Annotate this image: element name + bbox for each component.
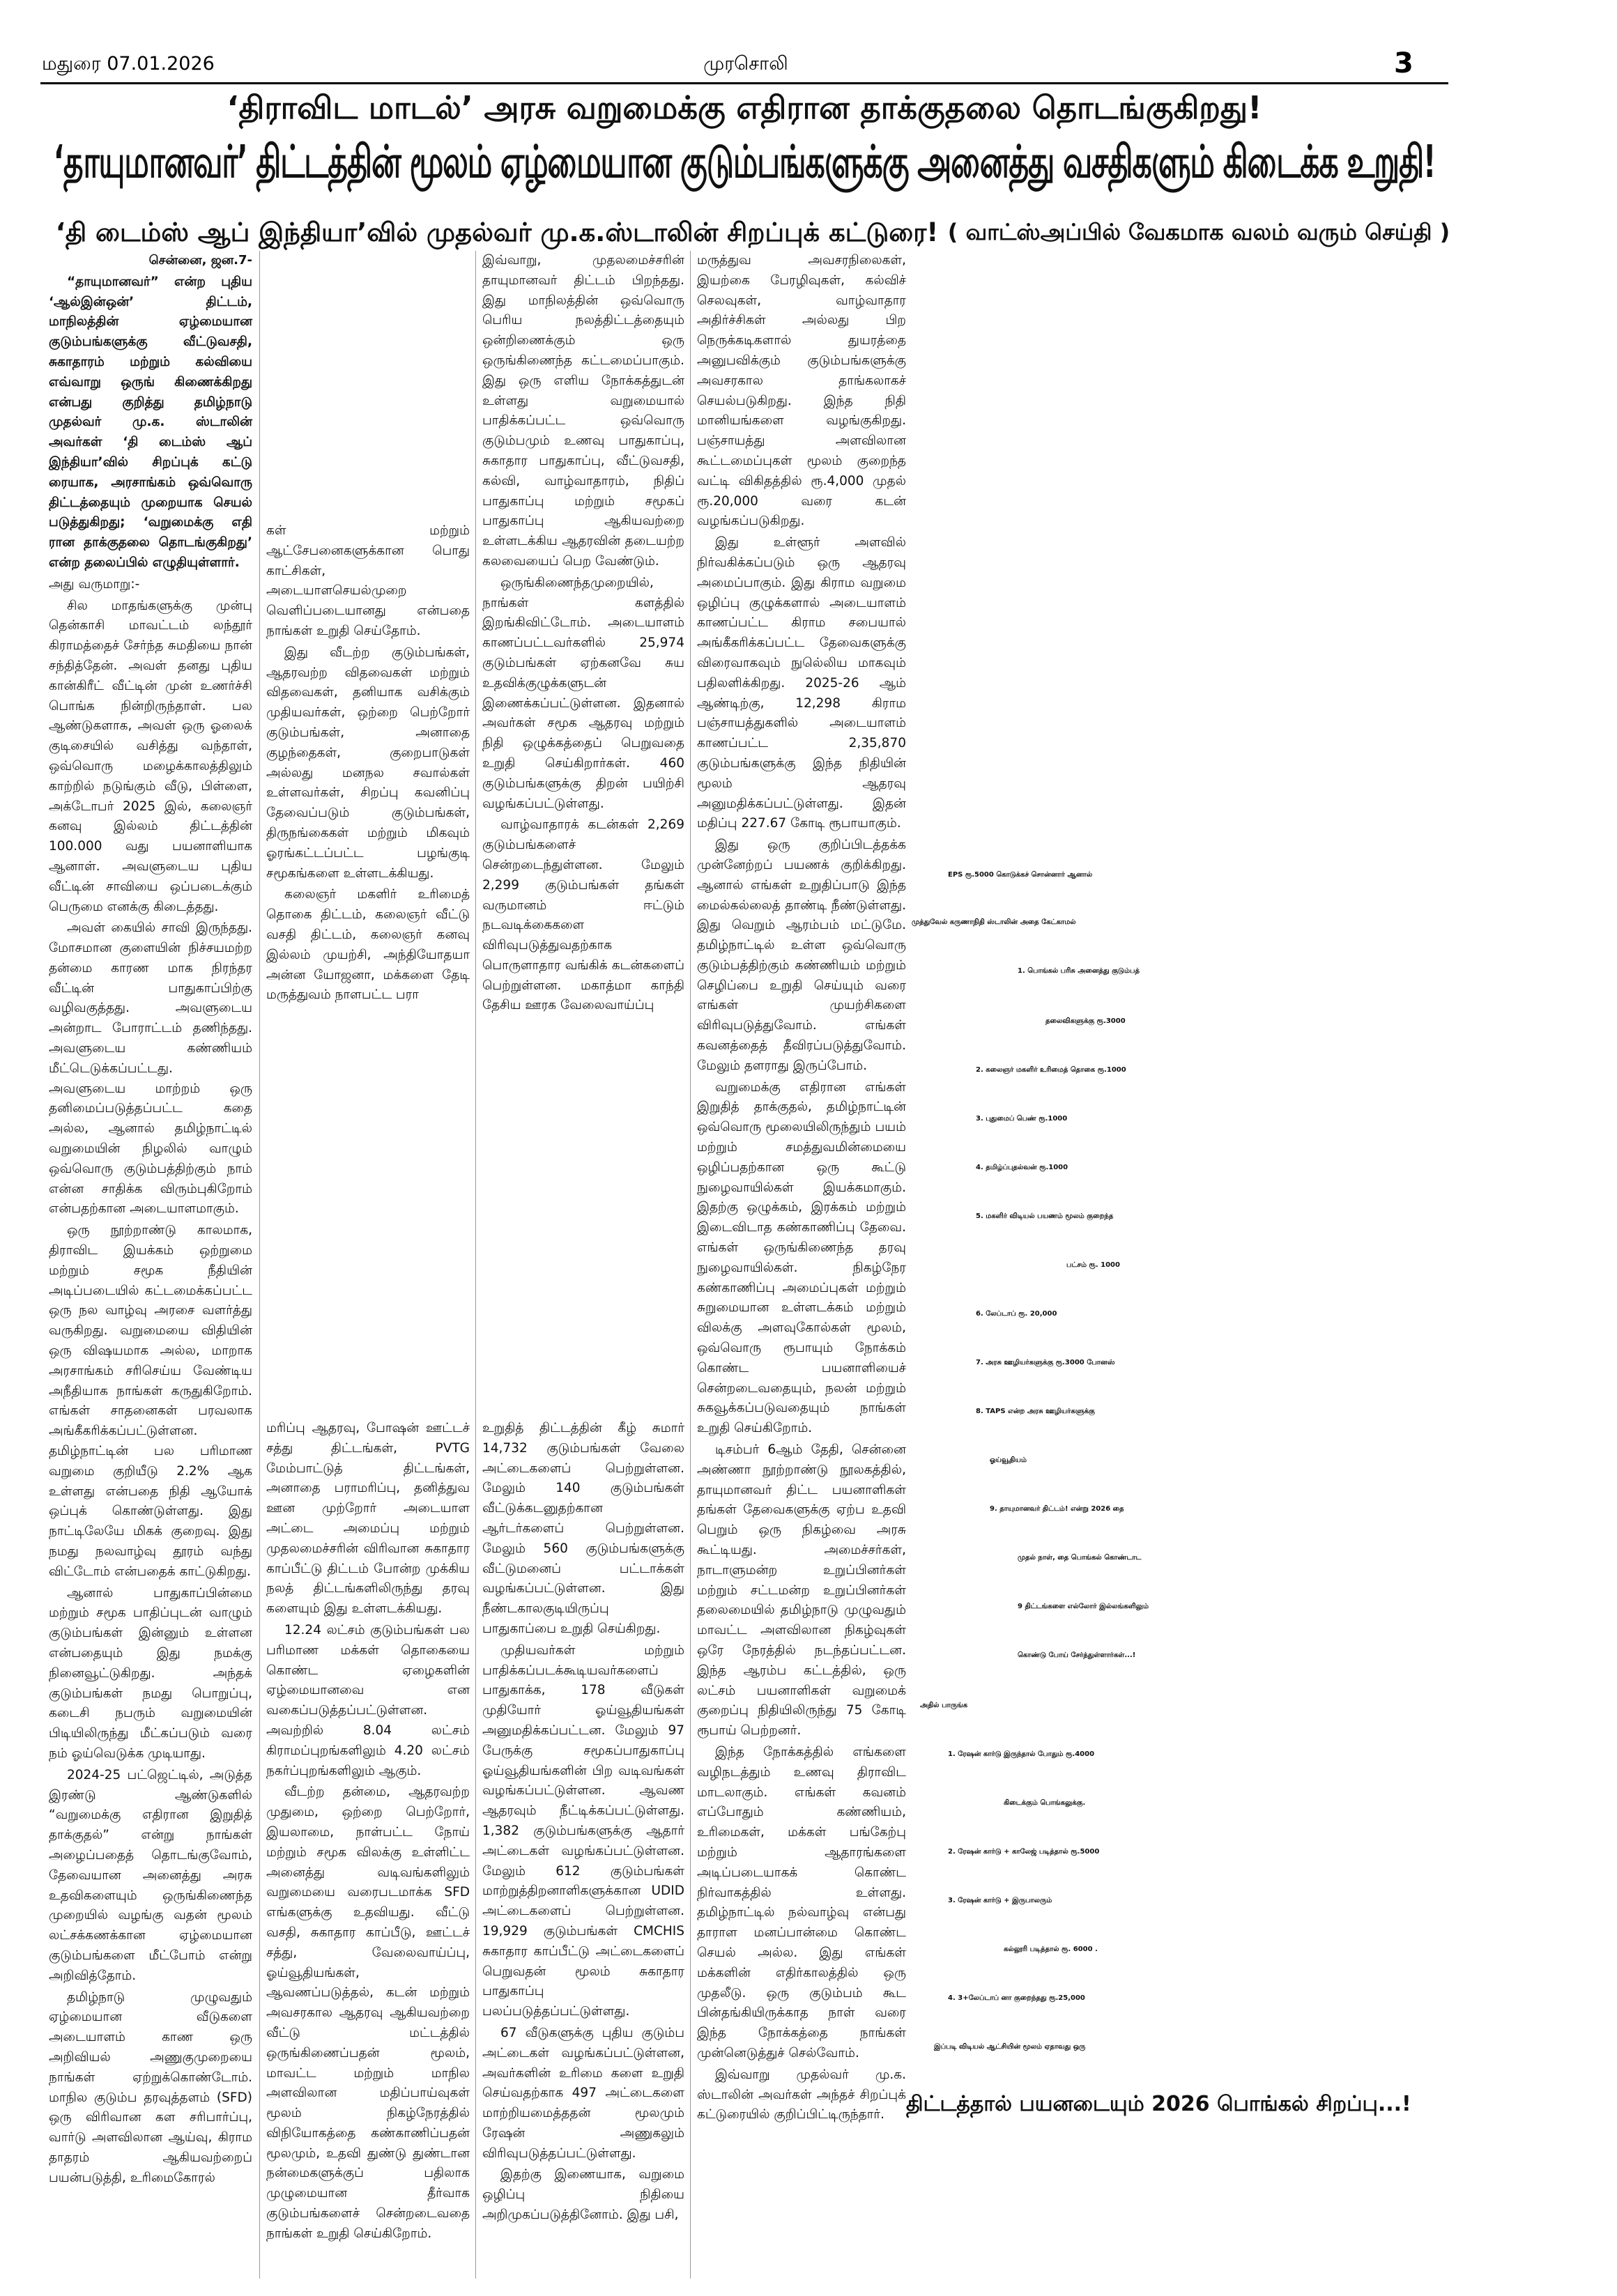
promise-item: 9 திட்டங்களை எல்லோர் இல்லங்களிலும் — [1018, 1603, 1149, 1610]
promise-item: தலைவிகளுக்கு ரூ.3000 — [1045, 1017, 1126, 1025]
column-divider — [259, 251, 260, 2279]
article-lead: “தாயுமானவர்” என்ற புதிய ‘ஆல்இன்ஒன்’ திட்டம், மாநிலத்தின் ஏழ்மையான குடும்பங்களுக்கு வீட்டுவசதி, சுகாதாரம் மற்றும் கல்வியை எவ்வாறு ஒருங் கிணைக்கிறது என்பது குறித்து தமிழ்நாடு முதல்வர் மு.க. ஸ்டாலின் அவர்கள் ‘தி டைம்ஸ் ஆப் இந்தியா’வில் சிறப்புக் கட்டு ரையாக, அரசாங்கம் ஒவ்வொரு திட்டத்தையும் முறையாக செயல் படுத்துகிறது; ‘வறுமைக்கு எதி ரான தாக்குதலை தொடங்குகிறது’ என்ற தலைப்பில் எழுதியுள்ளார். — [49, 274, 252, 570]
pongal-item: 3. ரேஷன் கார்டு + இருபாலரும் — [948, 1897, 1052, 1904]
article-column-2-bottom — [266, 1419, 470, 2283]
article-paragraph: இவ்வாறு, முதலமைச்சரின் தாயுமானவர் திட்டம் பிறந்தது. இது மாநிலத்தின் ஒவ்வொரு பெரிய நலத்திட்டத்தையும் ஒன்றிணைக்கும் ஒரு ஒருங்கிணைந்த கட்டமைப்பாகும். இது ஒரு எளிய நோக்கத்துடன் உள்ளது வறுமையால் பாதிக்கப்பட்ட ஒவ்வொரு குடும்பமும் உணவு பாதுகாப்பு, சுகாதார பாதுகாப்பு, வீட்டுவசதி, கல்வி, வாழ்வாதாரம், நிதிப் பாதுகாப்பு மற்றும் சமூகப் பாதுகாப்பு ஆகியவற்றை உள்ளடக்கிய ஆதரவின் தடையற்ற கலவையைப் பெற வேண்டும். — [482, 253, 684, 569]
column-divider — [475, 251, 476, 2279]
article-paragraph: அவள் கையில் சாவி இருந்தது. மோசமான குளையின் நிச்சயமற்ற தன்மை காரண மாக நிரந்தர வீட்டின் பாதுகாப்பிற்கு வழிவகுத்தது. அவளுடைய அன்றாட போராட்டம் தணிந்தது. அவளுடைய கண்ணியம் மீட்டெடுக்கப்பட்டது. அவளுடைய மாற்றம் ஒரு தனிமைப்படுத்தப்பட்ட கதை அல்ல, ஆனால் தமிழ்நாட்டில் வறுமையின் நிழலில் வாழும் ஒவ்வொரு குடும்பத்திற்கும் நாம் என்ன சாதிக்க விரும்புகிறோம் என்பதற்கான அடையாளமாகும். — [49, 920, 252, 1217]
article-paragraph: மரிப்பு ஆதரவு, போஷன் ஊட்டச் சத்து திட்டங்கள், PVTG மேம்பாட்டுத் திட்டங்கள், அனாதை பராமரிப்பு, தனித்துவ ஊன முற்றோர் அடையாள அட்டை அமைப்பு மற்றும் முதலமைச்சரின் விரிவான சுகாதார காப்பீட்டு திட்டம் போன்ற முக்கிய நலத் திட்டங்களிலிருந்து தரவு களையும் இது உள்ளடக்கியது. — [266, 1421, 470, 1617]
article-paragraph: இந்த நோக்கத்தில் எங்களை வழிநடத்தும் உணவு திராவிட மாடலாகும். எங்கள் கவனம் எப்போதும் கண்ணியம், உரிமைகள், மக்கள் பங்கேற்பு மற்றும் ஆதாரங்களை அடிப்படையாகக் கொண்ட நிர்வாகத்தில் உள்ளது. தமிழ்நாட்டில் நல்வாழ்வு என்பது தாராள மனப்பான்மை கொண்ட செயல் அல்ல. இது எங்கள் மக்களின் எதிர்காலத்தில் ஒரு முதலீடு. ஒரு குடும்பம் கூட பின்தங்கியிருக்காத நாள் வரை இந்த நோக்கத்தை நாங்கள் முன்னெடுத்துச் செல்வோம். — [697, 1744, 906, 2060]
masthead-paper-name: முரசொலி — [703, 53, 788, 75]
masthead-rule — [40, 82, 1448, 84]
pongal-item: கல்லூரி படித்தால் ரூ. 6000 . — [1004, 1946, 1098, 1953]
article-paragraph: வீடற்ற தன்மை, ஆதரவற்ற முதுமை, ஒற்றை பெற்றோர், இயலாமை, நாள்பட்ட நோய் மற்றும் சமூக விலக்கு உள்ளிட்ட அனைத்து வடிவங்களிலும் வறுமையை வரைபடமாக்க SFD எங்களுக்கு உதவியது. வீட்டு வசதி, சுகாதார காப்பீடு, ஊட்டச் சத்து, வேலைவாய்ப்பு, ஓய்வூதியங்கள், ஆவணப்படுத்தல், கடன் மற்றும் அவசரகால ஆதரவு ஆகியவற்றை வீட்டு மட்டத்தில் ஒருங்கிணைப்பதன் மூலம், மாவட்ட மற்றும் மாநில அளவிலான மதிப்பாய்வுகள் மூலம் நிகழ்நேரத்தில் விநியோகத்தை கண்காணிப்பதன் மூலமும், உதவி துண்டு துண்டான நன்மைகளுக்குப் பதிலாக முழுமையான தீர்வாக குடும்பங்களைச் சென்றடைவதை நாங்கள் உறுதி செய்கிறோம். — [266, 1785, 470, 2241]
article-paragraph: அது வருமாறு:- — [49, 576, 140, 592]
promise-item: 7. அரசு ஊழியர்களுக்கு ரூ.3000 போனஸ் — [976, 1359, 1115, 1366]
article-column-1 — [49, 251, 252, 2286]
promise-item: கொண்டு போய் சேர்த்துள்ளார்கள்...! — [1018, 1651, 1136, 1659]
promise-item: பட்சம் ரூ. 1000 — [1066, 1261, 1120, 1269]
promises-intro: EPS ரூ.5000 கொடுக்கச் சொன்னார் ஆனால் — [948, 871, 1093, 879]
column-divider — [690, 251, 691, 2279]
promise-item: 9. தாயுமானவர் திட்டம்! என்று 2026 தை — [990, 1505, 1124, 1513]
article-paragraph: 12.24 லட்சம் குடும்பங்கள் பல பரிமாண மக்கள் தொகையை கொண்ட ஏழைகளின் ஏழ்மையானவை என வகைப்படுத்தப்பட்டுள்ளன. அவற்றில் 8.04 லட்சம் கிராமப்புறங்களிலும் 4.20 லட்சம் நகர்ப்புறங்களிலும் ஆகும். — [266, 1622, 470, 1778]
article-paragraph: 67 வீடுகளுக்கு புதிய குடும்ப அட்டைகள் வழங்கப்பட்டுள்ளன, அவர்களின் உரிமை களை உறுதி செய்வதற்காக 497 அட்டைகளை மாற்றியமைத்ததன் மூலமும் ரேஷன் அணுகலும் விரிவுபடுத்தப்பட்டுள்ளது. — [482, 2025, 684, 2161]
promise-item: 4. தமிழ்ப்புதல்வன் ரூ.1000 — [976, 1164, 1068, 1171]
pongal-item: 1. ரேஷன் கார்டு இருந்தால் போதும் ரூ.4000 — [948, 1750, 1095, 1758]
article-paragraph: இதற்கு இணையாக, வறுமை ஒழிப்பு நிதியை அறிமுகப்படுத்தினோம். இது பசி, — [482, 2167, 684, 2223]
page-number: 3 — [1394, 47, 1413, 79]
article-column-3-top — [482, 251, 684, 1013]
promise-item: 8. TAPS என்ற அரசு ஊழியர்களுக்கு — [976, 1408, 1095, 1415]
article-paragraph: இவ்வாறு முதல்வர் மு.க. ஸ்டாலின் அவர்கள் அந்தச் சிறப்புக் கட்டுரையில் குறிப்பிட்டிருந்தார். — [697, 2067, 906, 2122]
kicker-headline: ‘திராவிட மாடல்’ அரசு வறுமைக்கு எதிரான தாக்குதலை தொடங்குகிறது! — [227, 89, 1262, 126]
article-paragraph: ஒரு நூற்றாண்டு காலமாக, திராவிட இயக்கம் ஒற்றுமை மற்றும் சமூக நீதியின் அடிப்படையில் கட்டமைக்கப்பட்ட ஒரு நல வாழ்வு அரசை வளர்த்து வருகிறது. வறுமையை விதியின் ஒரு விஷயமாக அல்ல, மாறாக அரசாங்கம் சரிசெய்ய வேண்டிய அநீதியாக நாங்கள் கருதுகிறோம். எங்கள் சாதனைகள் பரவலாக அங்கீகரிக்கப்பட்டுள்ளன. தமிழ்நாட்டின் பல பரிமாண வறுமை குறியீடு 2.2% ஆக உள்ளது என்பதை நிதி ஆயோக் ஒப்புக் கொண்டுள்ளது. இது நாட்டிலேயே மிகக் குறைவு. இது நமது நலவாழ்வு தூரம் வந்து விட்டோம் என்பதைக் காட்டுகிறது. — [49, 1223, 252, 1579]
article-paragraph: வறுமைக்கு எதிரான எங்கள் இறுதித் தாக்குதல், தமிழ்நாட்டின் ஒவ்வொரு மூலையிலிருந்தும் பயம் மற்றும் சமத்துவமின்மையை ஒழிப்பதற்கான ஒரு கூட்டு நுழைவாயில்கள் இயக்கமாகும். இதற்கு ஒழுக்கம், இரக்கம் மற்றும் இடைவிடாத கண்காணிப்பு தேவை. எங்கள் ஒருங்கிணைந்த தரவு நுழைவாயில்கள். நிகழ்நேர கண்காணிப்பு அமைப்புகள் மற்றும் சுறுமையான உள்ளடக்கம் மற்றும் விலக்கு அளவுகோல்கள் மூலம், ஒவ்வொரு ரூபாயும் நோக்கம் கொண்ட பயனாளியைச் சென்றடைவதையும், நலன் மற்றும் சுகவூக்கப்படுவதையும் நாங்கள் உறுதி செய்கிறோம். — [697, 1079, 906, 1436]
main-headline: ‘தாயுமானவர்’ திட்டத்தின் மூலம் ஏழ்மையான குடும்பங்களுக்கு அனைத்து வசதிகளும் கிடைக்க உறுதி! — [53, 137, 1436, 188]
promise-item: முதல் நாள், தை பொங்கல் கொண்டாட — [1018, 1554, 1142, 1562]
article-paragraph: டிசம்பர் 6ஆம் தேதி, சென்னை அண்ணா நூற்றாண்டு நூலகத்தில், தாயுமானவர் திட்ட பயனாளிகள் தங்கள் தேவைகளுக்கு ஏற்ப உதவி பெறும் ஒரு நிகழ்வை அரசு கூட்டியது. அமைச்சர்கள், நாடாளுமன்ற உறுப்பினர்கள் மற்றும் சட்டமன்ற உறுப்பினர்கள் தலைமையில் தமிழ்நாடு முழுவதும் மாவட்ட அளவிலான நிகழ்வுகள் ஒரே நேரத்தில் நடந்தப்பட்டன. இந்த ஆரம்ப கட்டத்தில், ஒரு லட்சம் பயனாளிகள் வறுமைக் குறைப்பு நிதியிலிருந்து 75 கோடி ரூபாய் பெற்றனர். — [697, 1442, 906, 1739]
promise-item: 1. பொங்கல் பரிசு அனைத்து குடும்பத் — [1018, 967, 1140, 975]
promise-item: ஓய்வூதியம் — [990, 1456, 1027, 1464]
article-paragraph: முதியவர்கள் மற்றும் பாதிக்கப்படக்கூடியவர்களைப் பாதுகாக்க, 178 வீடுகள் முதியோர் ஓய்வூதியங்கள் அனுமதிக்கப்பட்டன. மேலும் 97 பேருக்கு சமூகப்பாதுகாப்பு ஓய்வூதியங்களின் பிற வடிவங்கள் வழங்கப்பட்டுள்ளன. ஆவண ஆதரவும் நீட்டிக்கப்பட்டுள்ளது. 1,382 குடும்பங்களுக்கு ஆதார் அட்டைகள் வழங்கப்பட்டுள்ளன. மேலும் 612 குடும்பங்கள் மாற்றுத்திறனாளிகளுக்கான UDID அட்டைகளைப் பெற்றுள்ளன. 19,929 குடும்பங்கள் CMCHIS சுகாதார காப்பீட்டு அட்டைகளைப் பெறுவதன் மூலம் சுகாதார பாதுகாப்பு பலப்படுத்தப்பட்டுள்ளது. — [482, 1642, 684, 2019]
article-paragraph: வாழ்வாதாரக் கடன்கள் 2,269 குடும்பங்களைச் சென்றடைந்துள்ளன. மேலும் 2,299 குடும்பங்கள் தங்கள் வருமானம் ஈட்டும் நடவடிக்கைகளை விரிவுபடுத்துவதற்காக பொருளாதார வங்கிக் கடன்களைப் பெற்றுள்ளன. மகாத்மா காந்தி தேசிய ஊரக வேலைவாய்ப்பு — [482, 817, 684, 1013]
article-paragraph: ஆனால் பாதுகாப்பின்மை மற்றும் சமூக பாதிப்புடன் வாழும் குடும்பங்கள் இன்னும் உள்ளன என்பதையும் இது நமக்கு நினைவூட்டுகிறது. அந்தக் குடும்பங்கள் நமது பொறுப்பு, கடைசி நபரும் வறுமையின் பிடியிலிருந்து மீட்கப்படும் வரை நம் ஓய்வெடுக்க முடியாது. — [49, 1585, 252, 1761]
promise-item: 6. லேப்டாப் ரூ. 20,000 — [976, 1310, 1057, 1318]
article-paragraph: ஒருங்கிணைந்தமுறையில், நாங்கள் களத்தில் இறங்கிவிட்டோம். அடையாளம் காணப்பட்டவர்களில் 25,974 குடும்பங்கள் ஏற்கனவே சுய உதவிக்குழுக்களுடன் இணைக்கப்பட்டுள்ளன. இதனால் அவர்கள் சமூக ஆதரவு மற்றும் நிதி ஒழுக்கத்தைப் பெறுவதை உறுதி செய்கிறார்கள். 460 குடும்பங்களுக்கு திறன் பயிற்சி வழங்கப்பட்டுள்ளது. — [482, 575, 684, 811]
article-column-4 — [697, 251, 906, 2286]
article-paragraph: கள் மற்றும் ஆட்சேபனைகளுக்கான பொது காட்சிகள், அடையாளசெயல்முறை வெளிப்படையானது என்பதை நாங்கள் உறுதி செய்தோம். — [266, 523, 470, 638]
article-dateline: சென்னை, ஜன.7- — [148, 253, 252, 268]
promises-intro: முத்துவேல் கருணாநிதி ஸ்டாலின் அதை கேட்காமல் — [912, 918, 1076, 926]
promise-item: 3. புதுமைப் பெண் ரூ.1000 — [976, 1115, 1068, 1123]
article-paragraph: தமிழ்நாடு முழுவதும் ஏழ்மையான வீடுகளை அடையாளம் காண ஒரு அறிவியல் அணுகுமுறையை நாங்கள் ஏற்றுக்கொண்டோம். மாநில குடும்ப தரவுத்தளம் (SFD) ஒரு விரிவான கள சரிபார்ப்பு, வார்டு அளவிலான ஆய்வு, கிராம தாதரம் ஆகியவற்றைப் பயன்படுத்தி, உரிமைகோரல் — [49, 1989, 252, 2185]
subheadline: ‘தி டைம்ஸ் ஆப் இந்தியா’வில் முதல்வர் மு.க.ஸ்டாலின் சிறப்புக் கட்டுரை! — [55, 217, 939, 247]
whatsapp-tag: ( வாட்ஸ்அப்பில் வேகமாக வலம் வரும் செய்தி ) — [947, 219, 1450, 245]
pongal-item: 2. ரேஷன் கார்டு + காலேஜ் படித்தால் ரூ.5000 — [948, 1848, 1100, 1856]
promises-outro: திட்டத்தால் பயனடையும் 2026 பொங்கல் சிறப்பு...! — [906, 2092, 1411, 2116]
article-paragraph: சில மாதங்களுக்கு முன்பு தென்காசி மாவட்டம் லந்தூர் கிராமத்தைச் சேர்ந்த சுமதியை நான் சந்தித்தேன். அவள் தனது புதிய கான்கிரீட் வீட்டின் முன் உணர்ச்சி பொங்க நின்றிருந்தாள். பல ஆண்டுகளாக, அவள் ஒரு ஓலைக் குடிசையில் வசித்து வந்தாள், ஒவ்வொரு மழைக்காலத்திலும் காற்றில் நடுங்கும் வீடு, பிள்ளை, அக்டோபர் 2025 இல், கலைஞர் கனவு இல்லம் திட்டத்தின் 100.000 வது பயனாளியாக ஆனாள். அவளுடைய புதிய வீட்டின் சாவியை ஒப்படைக்கும் பெருமை எனக்கு கிடைத்தது. — [49, 598, 252, 914]
article-paragraph: இது உள்ளூர் அளவில் நிர்வகிக்கப்படும் ஒரு ஆதரவு அமைப்பாகும். இது கிராம வறுமை ஒழிப்பு குழுக்களால் அடையாளம் காணப்பட்ட கிராம சபையால் அங்கீகரிக்கப்பட்ட தேவைகளுக்கு விரைவாகவும் நுலெ்லிய மாகவும் பதிலளிக்கிறது. 2025-26 ஆம் ஆண்டிற்கு, 12,298 கிராம பஞ்சாயத்துகளில் அடையாளம் காணப்பட்ட 2,35,870 குடும்பங்களுக்கு இந்த நிதியின் மூலம் ஆதரவு அனுமதிக்கப்பட்டுள்ளது. இதன் மதிப்பு 227.67 கோடி ரூபாயாகும். — [697, 535, 906, 831]
article-column-3-bottom — [482, 1419, 684, 2283]
article-paragraph: இது வீடற்ற குடும்பங்கள், ஆதரவற்ற விதவைகள் மற்றும் விதவைகள், தனியாக வசிக்கும் முதியவர்கள், ஒற்றை பெற்றோர் குடும்பங்கள், அனாதை குழந்தைகள், குறைபாடுகள் அல்லது மனநல சவால்கள் உள்ளவர்கள், சிறப்பு கவனிப்பு தேவைப்படும் குடும்பங்கள், திருநங்கைகள் மற்றும் மிகவும் ஓரங்கட்டப்பட்ட பழங்குடி சமூகங்களை உள்ளடக்கியது. — [266, 645, 470, 881]
masthead-date: மதுரை 07.01.2026 — [42, 53, 215, 75]
article-paragraph: உறுதித் திட்டத்தின் கீழ் சுமார் 14,732 குடும்பங்கள் வேலை அட்டைகளைப் பெற்றுள்ளன. மேலும் 140 குடும்பங்கள் வீட்டுக்கடனுதற்கான ஆர்டர்களைப் பெற்றுள்ளன. மேலும் 560 குடும்பங்களுக்கு வீட்டுமனைப் பட்டாக்கள் வழங்கப்பட்டுள்ளன. இது நீண்டகாலகுடியிருப்பு பாதுகாப்பை உறுதி செய்கிறது. — [482, 1421, 684, 1636]
article-paragraph: 2024-25 பட்ஜெட்டில், அடுத்த இரண்டு ஆண்டுகளில் “வறுமைக்கு எதிரான இறுதித் தாக்குதல்” என்று நாங்கள் அழைப்பதைத் தொடங்குவோம், தேவையான அனைத்து அரசு உதவிகளையும் ஒருங்கிணைந்த முறையில் வழங்கு வதன் மூலம் லட்சக்கணக்கான ஏழ்மையான குடும்பங்களை மீட்போம் என்று அறிவித்தோம். — [49, 1767, 252, 1983]
promises-outro: இப்படி விடியல் ஆட்சியின் மூலம் ஏதாவது ஒரு — [934, 2043, 1086, 2051]
promise-item: 5. மகளிர் விடியல் பயணம் மூலம் குறைந்த — [976, 1212, 1114, 1220]
pongal-item: கிடைக்கும் பொங்கலுக்கு. — [1004, 1799, 1086, 1807]
pongal-item: 4. 3+லேப்டாப் னா குறைந்தது ரூ.25,000 — [948, 1994, 1085, 2002]
article-paragraph: இது ஒரு குறிப்பிடத்தக்க முன்னேற்றப் பயணக் குறிக்கிறது. ஆனால் எங்கள் உறுதிப்பாடு இந்த மைல்கல்லைத் தாண்டி நீண்டுள்ளது. இது வெறும் ஆரம்பம் மட்டுமே. தமிழ்நாட்டில் உள்ள ஒவ்வொரு குடும்பத்திற்கும் கண்ணியம் மற்றும் செழிப்பை உறுதி செய்யும் வரை எங்கள் முயற்சிகளை விரிவுபடுத்துவோம். எங்கள் கவனத்தைத் தீவிரப்படுத்துவோம். மேலும் தளராது இருப்போம். — [697, 838, 906, 1073]
promises-sub-intro: அதில் பாருங்க — [920, 1702, 968, 1709]
article-paragraph: கலைஞர் மகளிர் உரிமைத் தொகை திட்டம், கலைஞர் வீட்டு வசதி திட்டம், கலைஞர் கனவு இல்லம் முயற்சி, அந்தியோதயா அன்ன யோஜனா, மக்களை தேடி மருத்துவம் நாளபட்ட பரா — [266, 887, 470, 1003]
article-paragraph: மருத்துவ அவசரநிலைகள், இயற்கை பேரழிவுகள், கல்விச் செலவுகள், வாழ்வாதார அதிர்ச்சிகள் அல்லது பிற நெருக்கடிகளால் துயரத்தை அனுபவிக்கும் குடும்பங்களுக்கு அவசரகால தாங்கலாகச் செயல்படுகிறது. இந்த நிதி மானியங்களை வழங்குகிறது. பஞ்சாயத்து அளவிலான கூட்டமைப்புகள் மூலம் குறைந்த வட்டி விகிதத்தில் ரூ.4,000 முதல் ரூ.20,000 வரை கடன் வழங்கப்படுகிறது. — [697, 253, 906, 529]
promise-item: 2. கலைஞர் மகளிர் உரிமைத் தொகை ரூ.1000 — [976, 1066, 1126, 1074]
article-column-2-top — [266, 521, 470, 1003]
